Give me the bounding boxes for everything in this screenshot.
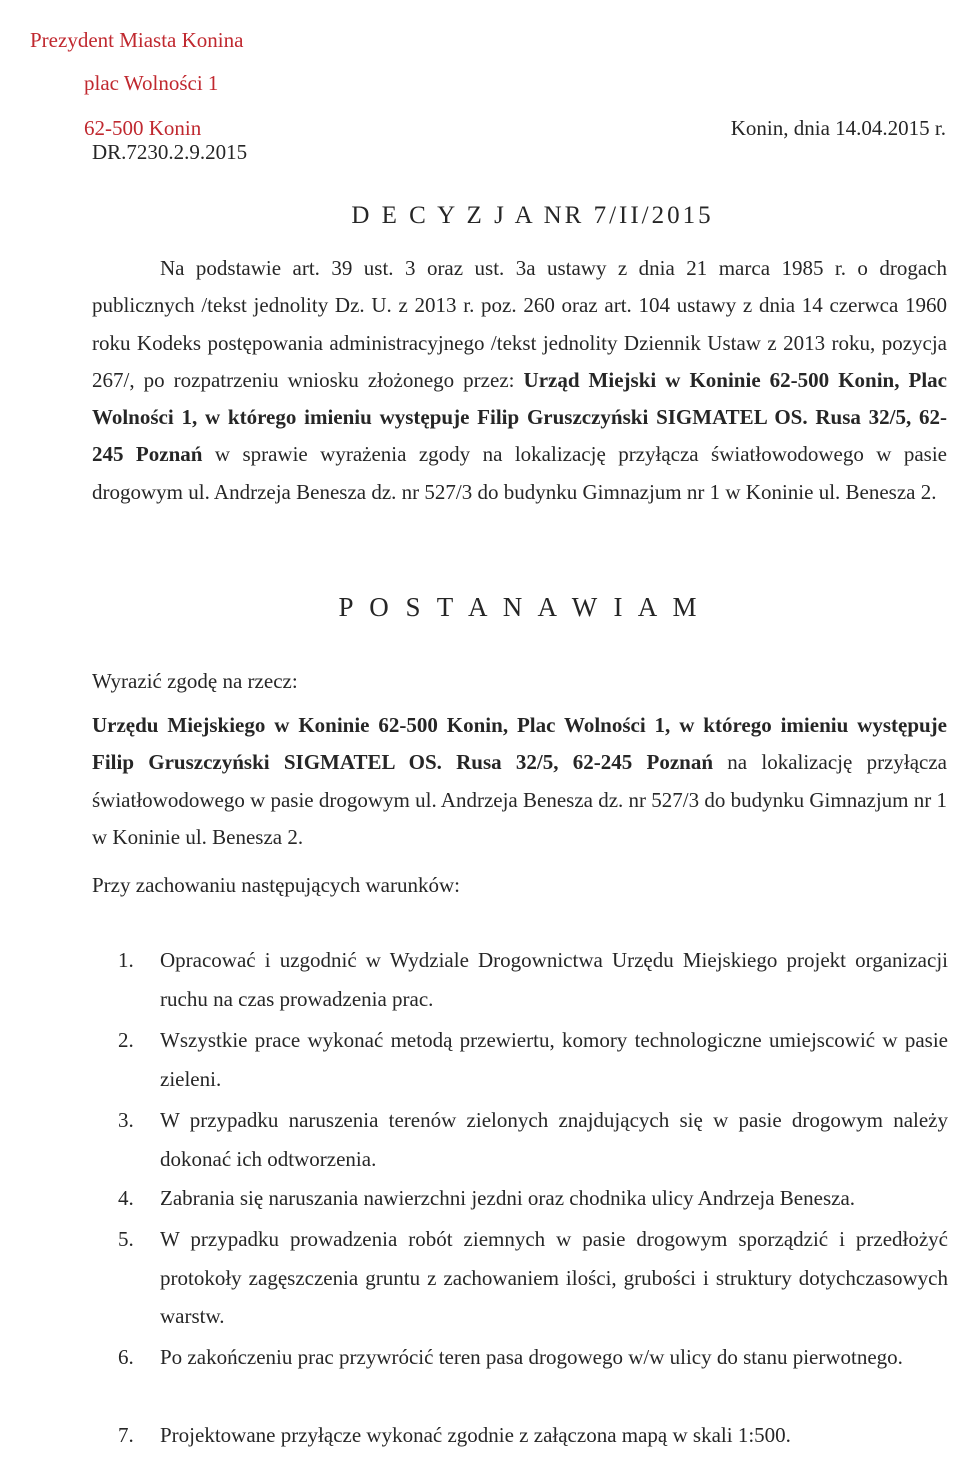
place-date: Konin, dnia 14.04.2015 r.	[730, 116, 946, 140]
condition-item	[118, 1101, 948, 1178]
condition-text: Projektowane przyłącze wykonać zgodnie z załączona mapą w skali 1:500.	[160, 1423, 791, 1447]
consent-text: na lokalizację przyłącza światłowodowego w pasie drogowym ul. Andrzeja Benesza dz. nr 527/3 do budynku Gimnazjum nr 1 w Koninie ul. Benesza 2.	[92, 750, 948, 849]
condition-number: 7.	[118, 1423, 134, 1447]
condition-text: Opracować i uzgodnić w Wydziale Drogownictwa Urzędu Miejskiego projekt organizacji ruchu na czas prowadzenia prac.	[160, 948, 948, 1011]
stamp-line-city: 62-500 Konin	[84, 116, 202, 140]
consent-lead: Wyrazić zgodę na rzecz:	[92, 669, 298, 693]
condition-item	[118, 1021, 948, 1098]
subject-text: w sprawie wyrażenia zgody na lokalizację przyłącza światłowodowego w pasie drogowym ul. Andrzeja Benesza dz. nr 527/3 do budynku Gimnazjum nr 1 w Koninie ul. Benesza 2.	[92, 442, 947, 504]
condition-item	[118, 1416, 948, 1455]
conditions-lead: Przy zachowaniu następujących warunków:	[92, 873, 460, 897]
condition-number: 5.	[118, 1227, 134, 1251]
legal-basis-text: Na podstawie art. 39 ust. 3 oraz ust. 3a ustawy z dnia 21 marca 1985 r. o drogach publicznych /tekst jednolity Dz. U. z 2013 r. poz. 260 oraz art. 104 ustawy z dnia 14 czerwca 1960 roku Kodeks postępowania administracyjnego /tekst jednolity Dziennik Ustaw z 2013 roku, pozycja 267/, po rozpatrzeniu wniosku złożonego przez:	[92, 256, 947, 392]
condition-number: 4.	[118, 1186, 134, 1210]
case-number: DR.7230.2.9.2015	[92, 140, 248, 164]
condition-text: Zabrania się naruszania nawierzchni jezdni oraz chodnika ulicy Andrzeja Benesza.	[160, 1186, 856, 1210]
condition-number: 1.	[118, 948, 134, 972]
stamp-line-issuer: Prezydent Miasta Konina	[30, 28, 244, 52]
decision-title: D E C Y Z J A NR 7/II/2015	[351, 202, 714, 229]
condition-item	[118, 1220, 948, 1336]
condition-number: 6.	[118, 1345, 134, 1369]
condition-text: W przypadku prowadzenia robót ziemnych w pasie drogowym sporządzić i przedłożyć protokoły zagęszczenia gruntu z zachowaniem ilości, grubości i struktury dotychczasowych warstw.	[160, 1227, 948, 1328]
condition-item	[118, 1179, 948, 1218]
condition-text: W przypadku naruszenia terenów zielonych znajdujących się w pasie drogowym należy dokonać ich odtworzenia.	[160, 1108, 948, 1171]
condition-text: Po zakończeniu prac przywrócić teren pasa drogowego w/w ulicy do stanu pierwotnego.	[160, 1345, 903, 1369]
resolution-title: P O S T A N A W I A M	[338, 592, 702, 622]
stamp-line-street: plac Wolności 1	[84, 71, 219, 95]
condition-item	[118, 941, 948, 1018]
beneficiary-name: Urzędu Miejskiego w Koninie 62-500 Konin, Plac Wolności 1, w którego imieniu występuje Filip Gruszczyński SIGMATEL OS. Rusa 32/5, 62-245 Poznań	[92, 713, 947, 775]
condition-item	[118, 1338, 948, 1377]
condition-number: 2.	[118, 1028, 134, 1052]
applicant-name: Urząd Miejski w Koninie 62-500 Konin, Plac Wolności 1, w którego imieniu występuje Filip Gruszczyński SIGMATEL OS. Rusa 32/5, 62-245 Poznań	[92, 367, 948, 467]
condition-number: 3.	[118, 1108, 134, 1132]
condition-text: Wszystkie prace wykonać metodą przewiertu, komory technologiczne umiejscowić w pasie zieleni.	[160, 1028, 948, 1091]
